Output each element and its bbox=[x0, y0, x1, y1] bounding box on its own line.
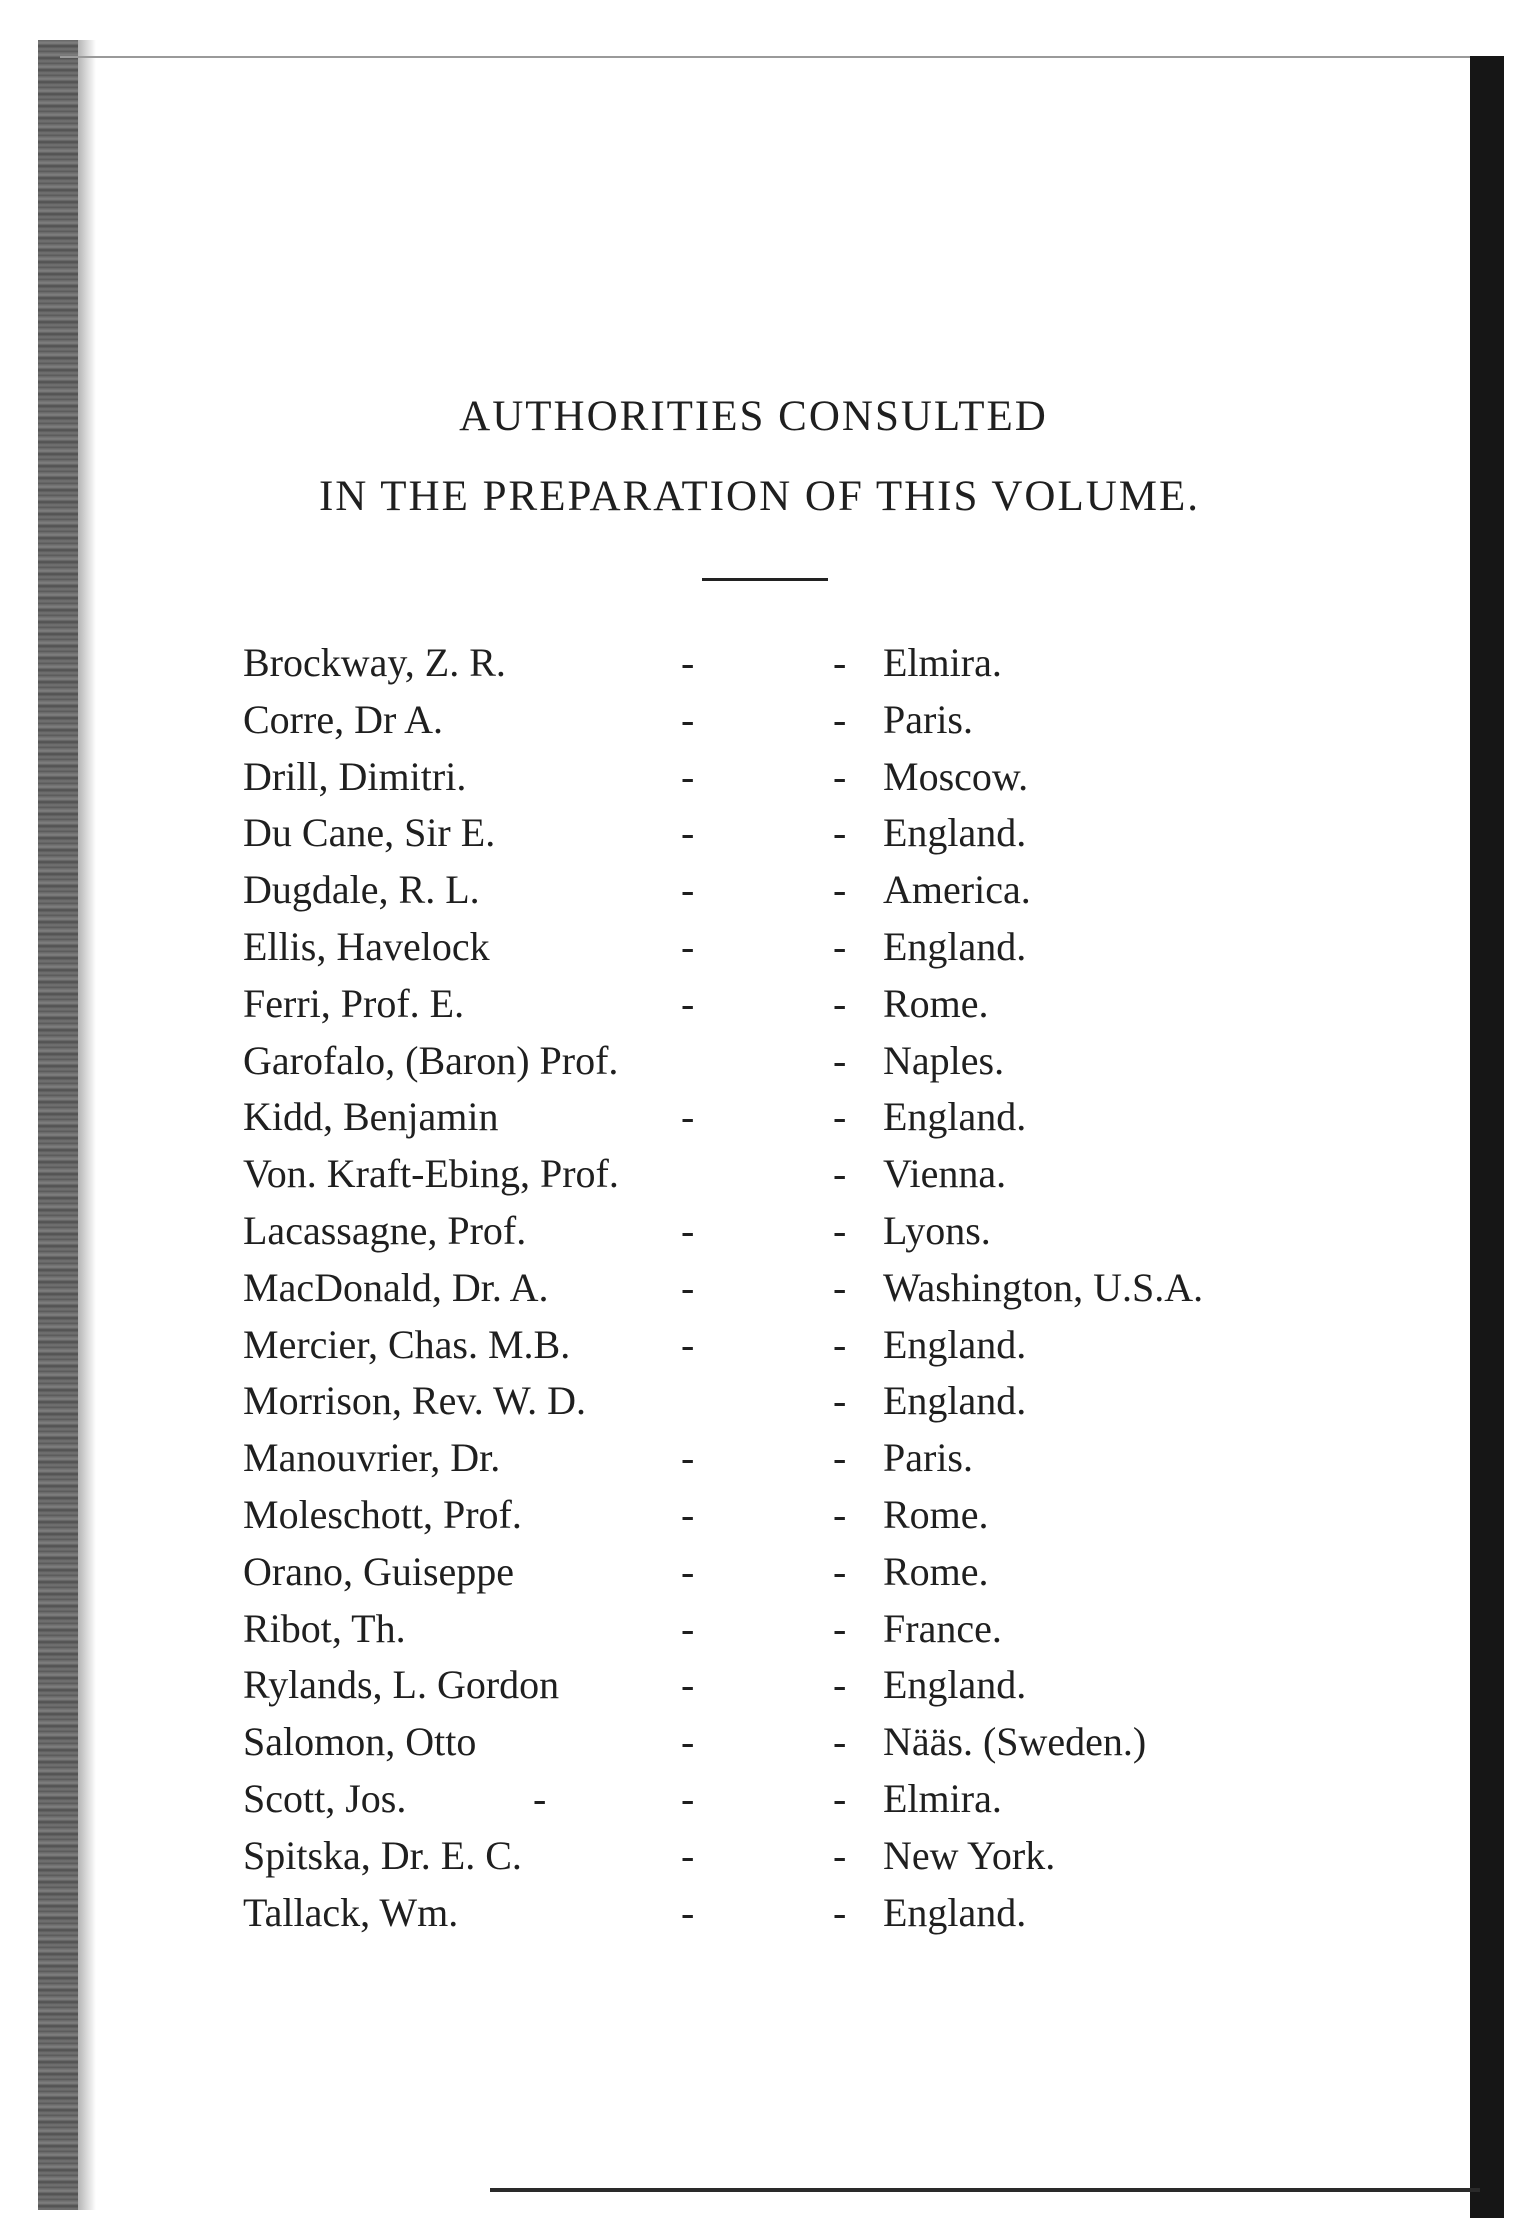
list-item bbox=[243, 1771, 1403, 1828]
leader-dash: - bbox=[681, 1094, 695, 1140]
leader-dash: - bbox=[681, 1889, 695, 1935]
author-name: Ellis, Havelock bbox=[243, 923, 490, 969]
leader-dash: - bbox=[681, 696, 695, 742]
leader-dash: - bbox=[681, 867, 695, 913]
leader-dash: - bbox=[681, 1435, 695, 1481]
author-name: Scott, Jos. bbox=[243, 1775, 407, 1821]
list-item bbox=[243, 805, 1403, 862]
author-name: Tallack, Wm. bbox=[243, 1889, 459, 1935]
author-location: Paris. bbox=[883, 1435, 973, 1481]
leader-dash: - bbox=[681, 753, 695, 799]
leader-dash: - bbox=[681, 640, 695, 685]
author-location: England. bbox=[883, 1094, 1027, 1140]
leader-dash: - bbox=[833, 810, 847, 856]
author-name: Mercier, Chas. M.B. bbox=[243, 1321, 571, 1367]
leader-dash: - bbox=[833, 1264, 847, 1310]
author-location: Washington, U.S.A. bbox=[883, 1264, 1204, 1310]
bottom-page-edge bbox=[490, 2188, 1480, 2192]
author-location: Naples. bbox=[883, 1037, 1005, 1083]
leader-dash: - bbox=[833, 1207, 847, 1253]
author-location: Lyons. bbox=[883, 1207, 991, 1253]
list-item bbox=[243, 1373, 1403, 1430]
author-name: Kidd, Benjamin bbox=[243, 1094, 499, 1140]
author-location: Nääs. (Sweden.) bbox=[883, 1719, 1147, 1765]
leader-dash: - bbox=[833, 1719, 847, 1765]
author-name: Von. Kraft-Ebing, Prof. bbox=[243, 1151, 619, 1197]
leader-dash: - bbox=[833, 1378, 847, 1424]
leader-dash: - bbox=[681, 980, 695, 1026]
right-binding-edge bbox=[1470, 56, 1504, 2218]
page-title-line-1: AUTHORITIES CONSULTED bbox=[459, 393, 1048, 440]
list-item bbox=[243, 1487, 1403, 1544]
leader-dash: - bbox=[833, 1094, 847, 1140]
leader-dash: - bbox=[833, 1491, 847, 1537]
author-location: Vienna. bbox=[883, 1151, 1007, 1197]
leader-dash: - bbox=[681, 1775, 695, 1821]
author-name: Ribot, Th. bbox=[243, 1605, 406, 1651]
list-item bbox=[243, 1601, 1403, 1658]
leader-dash: - bbox=[833, 640, 847, 685]
list-item bbox=[243, 1146, 1403, 1203]
author-location: France. bbox=[883, 1605, 1002, 1651]
left-binding-shadow bbox=[78, 40, 96, 2210]
list-item bbox=[243, 1317, 1403, 1374]
author-name: Garofalo, (Baron) Prof. bbox=[243, 1037, 619, 1083]
leader-dash: - bbox=[833, 1435, 847, 1481]
author-location: England. bbox=[883, 1662, 1027, 1708]
list-item bbox=[243, 1089, 1403, 1146]
author-location: America. bbox=[883, 867, 1031, 913]
leader-dash: - bbox=[681, 923, 695, 969]
author-name: Lacassagne, Prof. bbox=[243, 1207, 527, 1253]
author-location: Moscow. bbox=[883, 753, 1029, 799]
author-name: Orano, Guiseppe bbox=[243, 1548, 515, 1594]
leader-dash: - bbox=[833, 980, 847, 1026]
leader-dash: - bbox=[681, 1719, 695, 1765]
list-item bbox=[243, 749, 1403, 806]
list-item bbox=[243, 1714, 1403, 1771]
leader-dash: - bbox=[833, 696, 847, 742]
author-name: Salomon, Otto bbox=[243, 1719, 477, 1765]
leader-dash: - bbox=[833, 1775, 847, 1821]
author-location: England. bbox=[883, 810, 1027, 856]
list-item bbox=[243, 635, 1403, 692]
list-item bbox=[243, 1885, 1403, 1942]
title-rule bbox=[702, 578, 828, 581]
leader-dash: - bbox=[681, 1605, 695, 1651]
author-name: Dugdale, R. L. bbox=[243, 867, 480, 913]
leader-dash: - bbox=[533, 1775, 547, 1821]
list-item bbox=[243, 1430, 1403, 1487]
leader-dash: - bbox=[833, 923, 847, 969]
leader-dash: - bbox=[681, 1491, 695, 1537]
author-location: England. bbox=[883, 1889, 1027, 1935]
author-name: Brockway, Z. R. bbox=[243, 640, 506, 685]
author-location: England. bbox=[883, 1378, 1027, 1424]
leader-dash: - bbox=[681, 1264, 695, 1310]
author-name: MacDonald, Dr. A. bbox=[243, 1264, 549, 1310]
author-location: New York. bbox=[883, 1832, 1056, 1878]
list-item bbox=[243, 1828, 1403, 1885]
list-item bbox=[243, 1260, 1403, 1317]
list-item bbox=[243, 1544, 1403, 1601]
author-name: Du Cane, Sir E. bbox=[243, 810, 496, 856]
list-item bbox=[243, 919, 1403, 976]
leader-dash: - bbox=[681, 1207, 695, 1253]
leader-dash: - bbox=[833, 1548, 847, 1594]
author-name: Rylands, L. Gordon bbox=[243, 1662, 560, 1708]
author-location: England. bbox=[883, 1321, 1027, 1367]
author-name: Moleschott, Prof. bbox=[243, 1491, 522, 1537]
leader-dash: - bbox=[681, 1548, 695, 1594]
author-name: Ferri, Prof. E. bbox=[243, 980, 465, 1026]
leader-dash: - bbox=[681, 1662, 695, 1708]
leader-dash: - bbox=[833, 1151, 847, 1197]
author-name: Corre, Dr A. bbox=[243, 696, 443, 742]
author-location: Rome. bbox=[883, 980, 989, 1026]
author-name: Morrison, Rev. W. D. bbox=[243, 1378, 586, 1424]
leader-dash: - bbox=[833, 1889, 847, 1935]
list-item bbox=[243, 862, 1403, 919]
author-location: England. bbox=[883, 923, 1027, 969]
top-page-edge bbox=[60, 56, 1470, 58]
author-location: Rome. bbox=[883, 1491, 989, 1537]
leader-dash: - bbox=[833, 1037, 847, 1083]
author-name: Manouvrier, Dr. bbox=[243, 1435, 501, 1481]
leader-dash: - bbox=[681, 1321, 695, 1367]
list-item bbox=[243, 976, 1403, 1033]
author-location: Elmira. bbox=[883, 1775, 1002, 1821]
leader-dash: - bbox=[833, 1605, 847, 1651]
leader-dash: - bbox=[833, 1832, 847, 1878]
author-location: Elmira. bbox=[883, 640, 1002, 685]
page-title-line-2: IN THE PREPARATION OF THIS VOLUME. bbox=[318, 473, 1201, 520]
authorities-list bbox=[243, 635, 1403, 1941]
leader-dash: - bbox=[833, 1662, 847, 1708]
leader-dash: - bbox=[681, 1832, 695, 1878]
author-location: Rome. bbox=[883, 1548, 989, 1594]
leader-dash: - bbox=[681, 810, 695, 856]
author-name: Drill, Dimitri. bbox=[243, 753, 467, 799]
leader-dash: - bbox=[833, 753, 847, 799]
left-binding-edge bbox=[38, 40, 78, 2210]
leader-dash: - bbox=[833, 867, 847, 913]
author-name: Spitska, Dr. E. C. bbox=[243, 1832, 522, 1878]
list-item bbox=[243, 1203, 1403, 1260]
list-item bbox=[243, 692, 1403, 749]
list-item bbox=[243, 1033, 1403, 1090]
leader-dash: - bbox=[833, 1321, 847, 1367]
list-item bbox=[243, 1657, 1403, 1714]
author-location: Paris. bbox=[883, 696, 973, 742]
